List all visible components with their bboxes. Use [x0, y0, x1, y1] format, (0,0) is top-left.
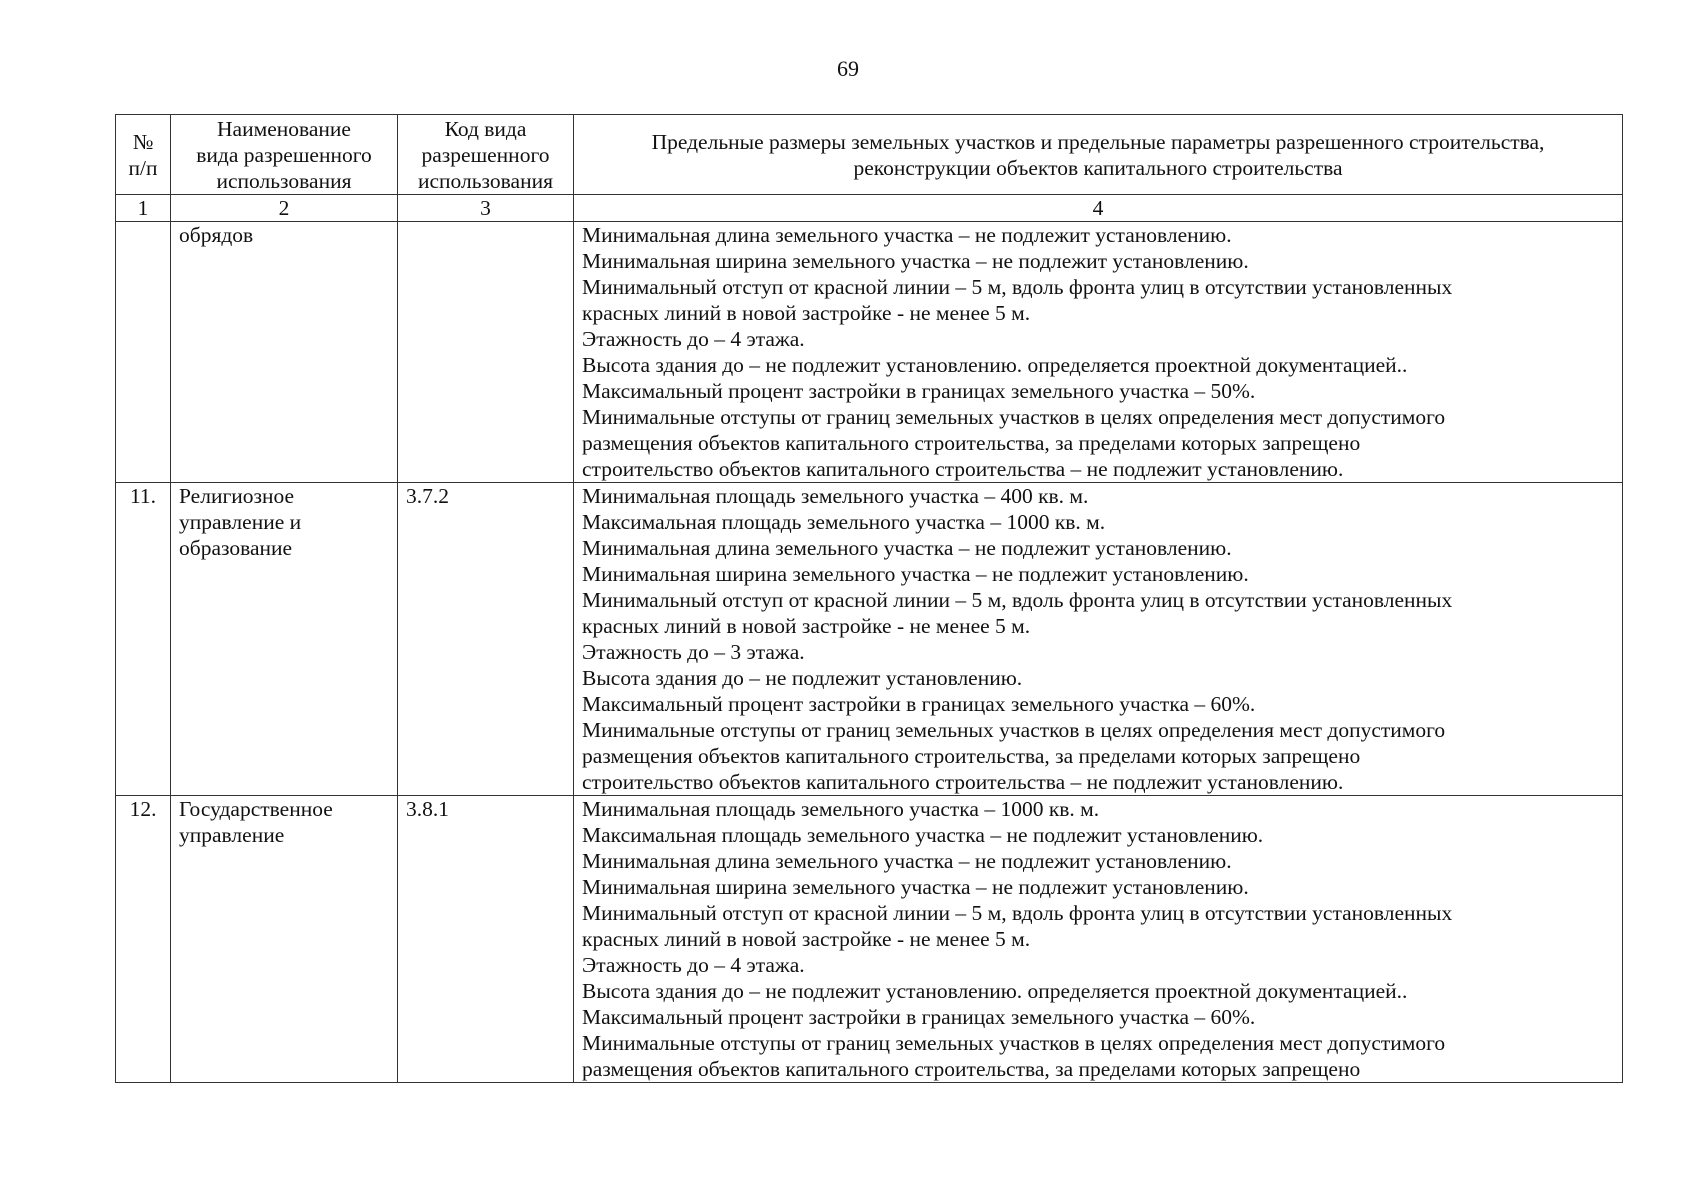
row-parameters [574, 222, 1623, 483]
regulations-table [115, 114, 1623, 1083]
text-line: Минимальная ширина земельного участка – не подлежит установлению. [582, 562, 1249, 586]
text-line: Религиозное [179, 484, 295, 508]
text-line: красных линий в новой застройке - не менее 5 м. [582, 927, 1031, 951]
text-line: размещения объектов капитального строительства, за пределами которых запрещено [582, 744, 1361, 768]
text-line: использования [216, 168, 352, 193]
header-parameters [574, 115, 1623, 195]
row-use-code: 3.7.2 [398, 483, 574, 796]
text-line: Этажность до – 3 этажа. [582, 640, 805, 664]
row-number: 11. [116, 483, 171, 796]
text-line: п/п [128, 155, 158, 180]
text-line: красных линий в новой застройке - не менее 5 м. [582, 301, 1031, 325]
text-line: Код вида [444, 116, 527, 141]
row-use-name [171, 222, 398, 483]
row-parameters [574, 483, 1623, 796]
text-line: Минимальный отступ от красной линии – 5 м, вдоль фронта улиц в отсутствии установленных [582, 901, 1453, 925]
row-use-code [398, 222, 574, 483]
text-line: Минимальная длина земельного участка – не подлежит установлению. [582, 849, 1232, 873]
page-number: 69 [837, 56, 859, 81]
column-number: 2 [171, 195, 398, 222]
column-number: 3 [398, 195, 574, 222]
text-line: Максимальная площадь земельного участка – 1000 кв. м. [582, 510, 1106, 534]
row-use-name [171, 483, 398, 796]
text-line: Минимальная длина земельного участка – не подлежит установлению. [582, 536, 1232, 560]
text-line: Максимальная площадь земельного участка – не подлежит установлению. [582, 823, 1264, 847]
text-line: Минимальный отступ от красной линии – 5 м, вдоль фронта улиц в отсутствии установленных [582, 588, 1453, 612]
table-row [116, 222, 1623, 483]
text-line: строительство объектов капитального строительства – не подлежит установлению. [582, 457, 1344, 481]
header-number [116, 115, 171, 195]
text-line: Минимальная площадь земельного участка – 1000 кв. м. [582, 797, 1100, 821]
text-line: Высота здания до – не подлежит установлению. определяется проектной документацией.. [582, 353, 1408, 377]
text-line: вида разрешенного [196, 142, 372, 167]
text-line: Этажность до – 4 этажа. [582, 327, 805, 351]
text-line: Максимальный процент застройки в границах земельного участка – 50%. [582, 379, 1256, 403]
text-line: Минимальная площадь земельного участка – 400 кв. м. [582, 484, 1089, 508]
row-parameters [574, 796, 1623, 1083]
text-line: Минимальные отступы от границ земельных участков в целях определения мест допустимого [582, 718, 1446, 742]
column-number-row [116, 195, 1623, 222]
text-line: Этажность до – 4 этажа. [582, 953, 805, 977]
row-use-code: 3.8.1 [398, 796, 574, 1083]
text-line: Наименование [217, 116, 351, 141]
text-line: Минимальная длина земельного участка – не подлежит установлению. [582, 223, 1232, 247]
table-row [116, 796, 1623, 1083]
text-line: размещения объектов капитального строительства, за пределами которых запрещено [582, 431, 1361, 455]
text-line: обрядов [179, 223, 254, 247]
text-line: Минимальная ширина земельного участка – не подлежит установлению. [582, 249, 1249, 273]
text-line: № [132, 129, 154, 154]
text-line: Минимальные отступы от границ земельных участков в целях определения мест допустимого [582, 405, 1446, 429]
text-line: использования [418, 168, 553, 193]
row-use-name [171, 796, 398, 1083]
text-line: разрешенного [421, 142, 550, 167]
text-line: размещения объектов капитального строительства, за пределами которых запрещено [582, 1057, 1361, 1081]
row-number: 12. [116, 796, 171, 1083]
table-header-row [116, 115, 1623, 195]
text-line: Минимальные отступы от границ земельных участков в целях определения мест допустимого [582, 1031, 1446, 1055]
text-line: Государственное [179, 797, 333, 821]
column-number: 1 [116, 195, 171, 222]
text-line: Максимальный процент застройки в границах земельного участка – 60%. [582, 1005, 1256, 1029]
text-line: реконструкции объектов капитального строительства [853, 155, 1343, 180]
column-number: 4 [574, 195, 1623, 222]
text-line: Минимальный отступ от красной линии – 5 м, вдоль фронта улиц в отсутствии установленных [582, 275, 1453, 299]
text-line: Высота здания до – не подлежит установлению. [582, 666, 1023, 690]
text-line: управление и [179, 510, 302, 534]
header-use-code [398, 115, 574, 195]
text-line: Минимальная ширина земельного участка – не подлежит установлению. [582, 875, 1249, 899]
text-line: строительство объектов капитального строительства – не подлежит установлению. [582, 770, 1344, 794]
text-line: Высота здания до – не подлежит установлению. определяется проектной документацией.. [582, 979, 1408, 1003]
text-line: управление [179, 823, 285, 847]
header-use-name [171, 115, 398, 195]
text-line: Предельные размеры земельных участков и предельные параметры разрешенного строительства, [651, 129, 1545, 154]
row-number [116, 222, 171, 483]
table-row [116, 483, 1623, 796]
text-line: образование [179, 536, 293, 560]
text-line: Максимальный процент застройки в границах земельного участка – 60%. [582, 692, 1256, 716]
text-line: красных линий в новой застройке - не менее 5 м. [582, 614, 1031, 638]
